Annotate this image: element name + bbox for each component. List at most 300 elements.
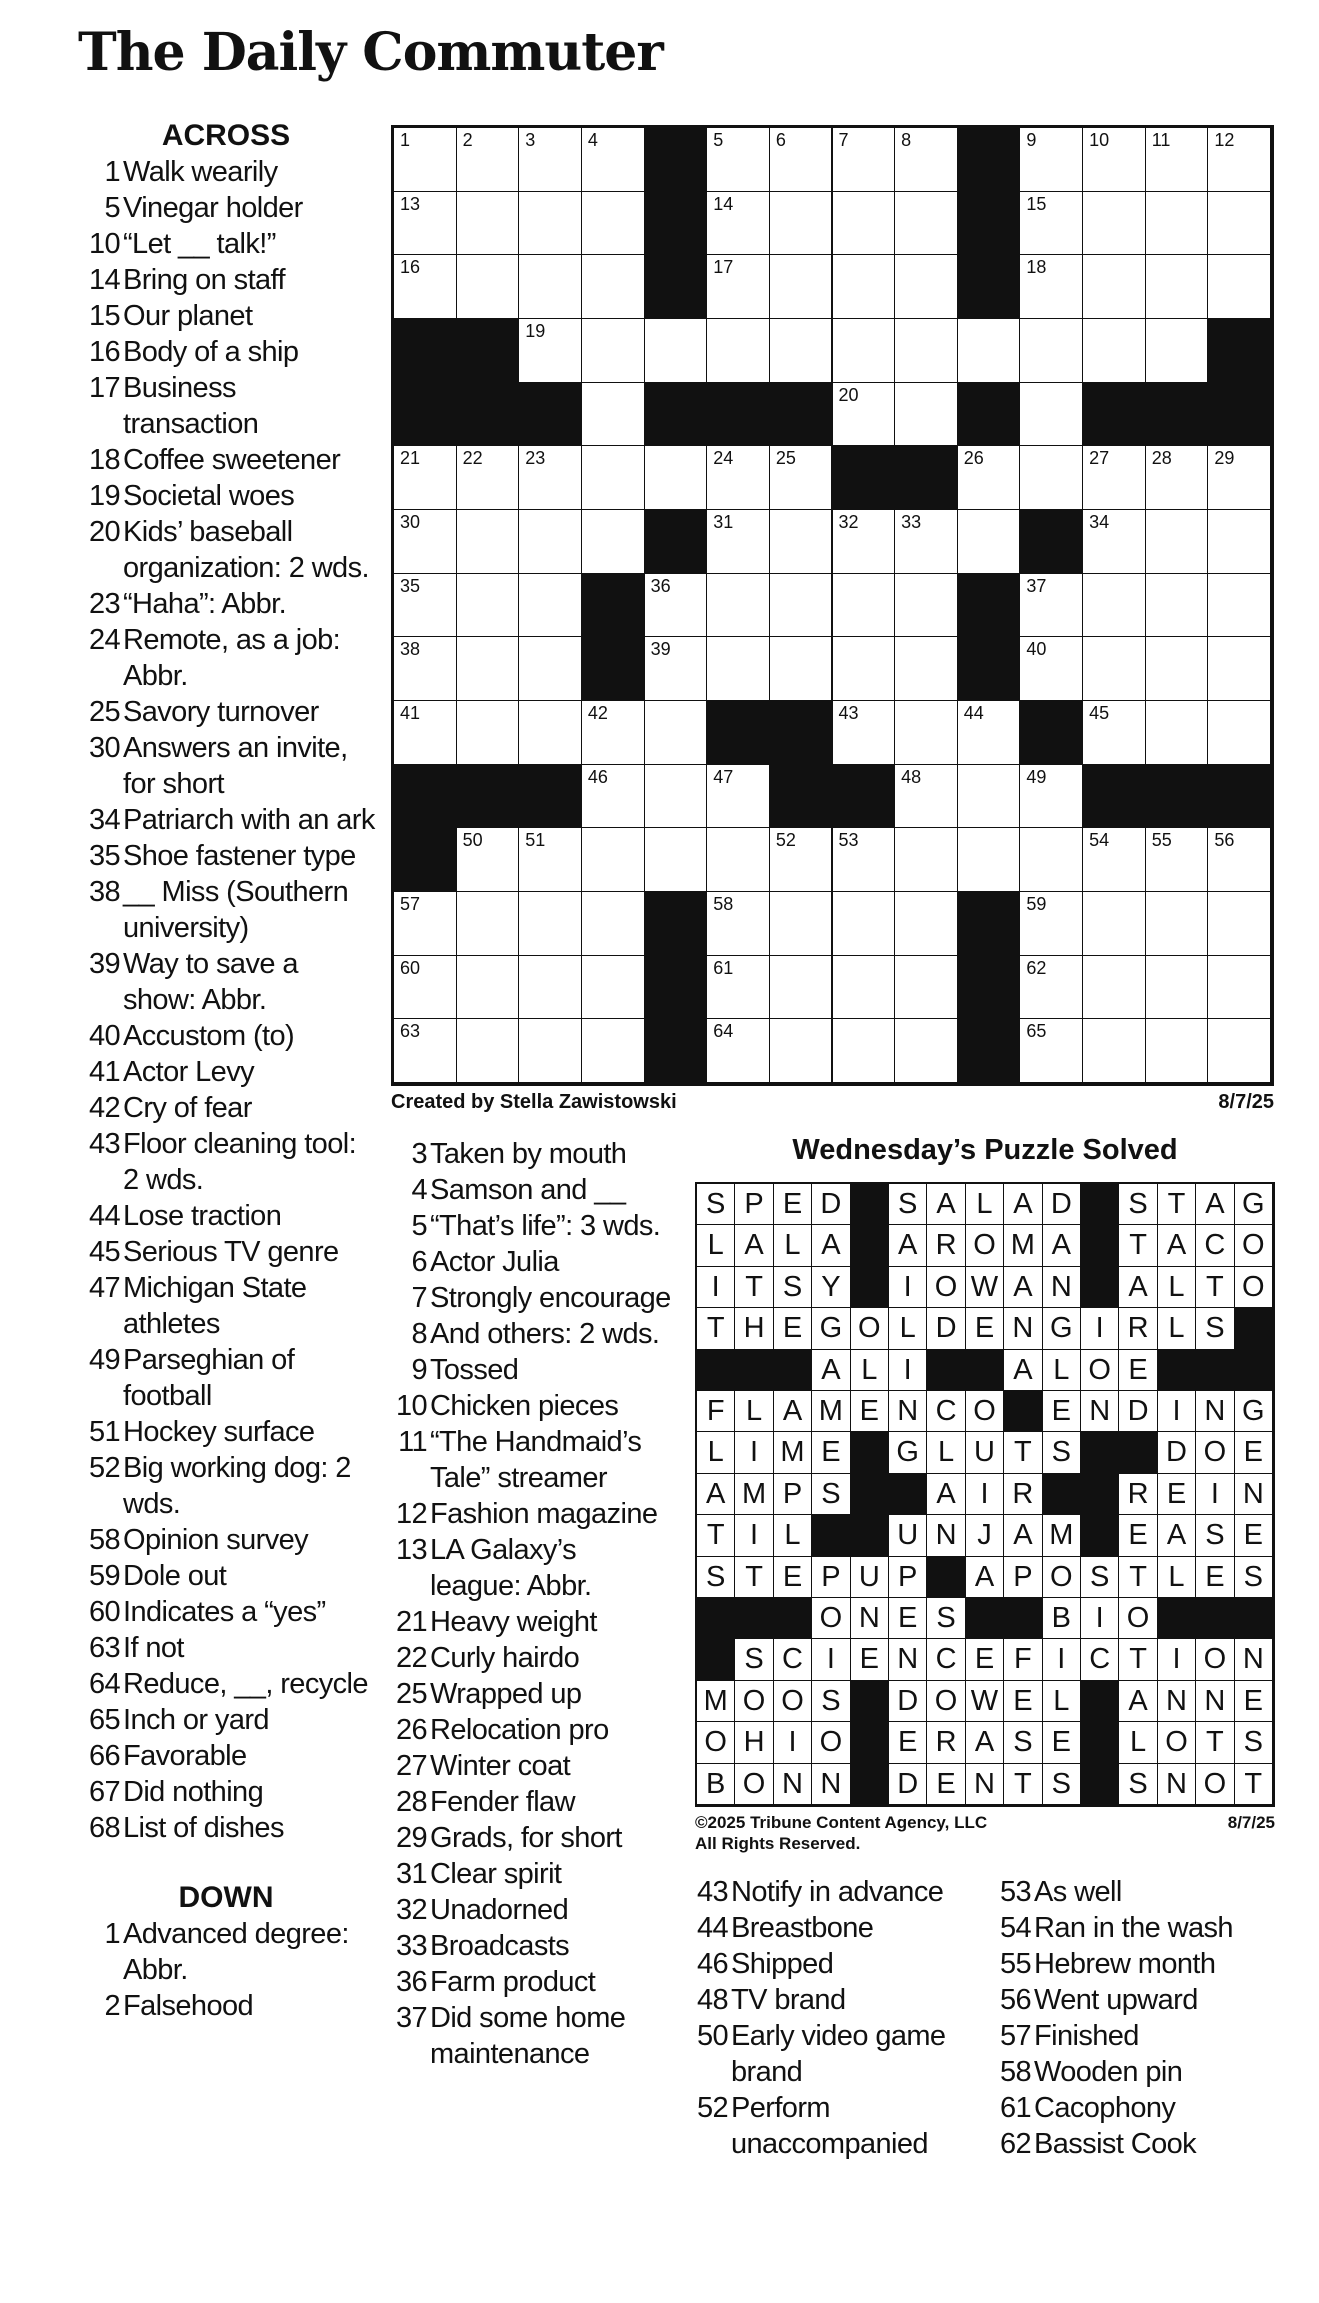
grid-cell[interactable]	[707, 765, 770, 829]
grid-cell[interactable]	[1083, 510, 1146, 574]
solution-black-square	[1235, 1598, 1273, 1639]
solution-black-square	[851, 1515, 889, 1556]
cell-number: 4	[587, 130, 598, 150]
black-square	[770, 383, 833, 447]
solution-black-square	[735, 1350, 773, 1391]
black-square	[958, 637, 1021, 701]
grid-cell[interactable]	[707, 192, 770, 256]
grid-cell[interactable]	[1083, 637, 1146, 701]
grid-cell[interactable]	[582, 892, 645, 956]
across-heading: ACROSS	[161, 119, 291, 152]
clue-number: 32	[395, 1894, 427, 1926]
grid-cell[interactable]	[1083, 1019, 1146, 1083]
grid-cell[interactable]	[1146, 446, 1209, 510]
solution-cell: E	[1235, 1515, 1273, 1556]
grid-cell[interactable]	[1083, 828, 1146, 892]
grid-cell[interactable]	[519, 446, 582, 510]
solution-cell: I	[889, 1350, 927, 1391]
solution-cell: T	[1158, 1184, 1196, 1225]
solution-black-square	[735, 1598, 773, 1639]
grid-cell[interactable]	[707, 128, 770, 192]
grid-cell[interactable]	[645, 765, 708, 829]
grid-cell[interactable]	[770, 574, 833, 638]
clue-item	[383, 1784, 673, 1820]
grid-cell[interactable]	[1208, 446, 1271, 510]
solution-black-square	[697, 1598, 735, 1639]
grid-cell[interactable]	[394, 892, 457, 956]
solution-cell: O	[1196, 1432, 1234, 1473]
clue-number: 58	[88, 1524, 120, 1556]
grid-cell[interactable]	[645, 701, 708, 765]
grid-cell[interactable]	[1020, 1019, 1083, 1083]
grid-cell[interactable]	[1020, 383, 1083, 447]
black-square	[645, 192, 708, 256]
grid-cell[interactable]	[1146, 128, 1209, 192]
cell-number: 8	[901, 130, 912, 150]
grid-cell[interactable]	[1020, 319, 1083, 383]
grid-cell[interactable]	[895, 319, 958, 383]
solution-cell: W	[966, 1267, 1004, 1308]
grid-cell[interactable]	[457, 446, 520, 510]
grid-cell[interactable]	[1146, 956, 1209, 1020]
clue-item	[76, 1090, 376, 1126]
grid-cell[interactable]	[1020, 446, 1083, 510]
solution-cell: I	[1081, 1308, 1119, 1349]
grid-cell[interactable]	[1208, 828, 1271, 892]
clue-item	[987, 1874, 1277, 1910]
clue-item	[383, 1136, 673, 1172]
grid-cell[interactable]	[1083, 446, 1146, 510]
clue-item	[684, 2018, 984, 2090]
grid-cell[interactable]	[394, 574, 457, 638]
clue-number: 39	[88, 948, 120, 980]
grid-cell[interactable]	[1208, 637, 1271, 701]
cell-number: 12	[1214, 130, 1235, 150]
grid-cell[interactable]	[519, 956, 582, 1020]
grid-cell[interactable]	[895, 128, 958, 192]
clue-text: Fender flaw	[430, 1786, 575, 1818]
grid-cell[interactable]	[833, 128, 896, 192]
grid-cell[interactable]	[645, 828, 708, 892]
grid-cell[interactable]	[457, 510, 520, 574]
clue-text: Ran in the wash	[1034, 1912, 1233, 1944]
grid-cell[interactable]	[582, 1019, 645, 1083]
solution-cell: G	[1235, 1184, 1273, 1225]
grid-cell[interactable]	[1020, 956, 1083, 1020]
grid-cell[interactable]	[1146, 319, 1209, 383]
grid-cell[interactable]	[833, 637, 896, 701]
cell-number: 19	[525, 321, 546, 341]
solution-cell: N	[1043, 1267, 1081, 1308]
cell-number: 21	[400, 448, 421, 469]
grid-cell[interactable]	[833, 574, 896, 638]
grid-cell[interactable]	[582, 383, 645, 447]
grid-cell[interactable]	[770, 510, 833, 574]
solution-date: 8/7/25	[1227, 1813, 1275, 1832]
clue-number: 1	[104, 1918, 120, 1950]
grid-cell[interactable]	[895, 828, 958, 892]
solution-cell: S	[889, 1184, 927, 1225]
grid-cell[interactable]	[457, 828, 520, 892]
grid-cell[interactable]	[582, 255, 645, 319]
grid-cell[interactable]	[1146, 828, 1209, 892]
grid-cell[interactable]	[1208, 574, 1271, 638]
grid-cell[interactable]	[1208, 128, 1271, 192]
solution-cell: E	[889, 1598, 927, 1639]
solution-grid	[695, 1182, 1275, 1807]
solution-black-square	[927, 1350, 965, 1391]
grid-cell[interactable]	[1083, 128, 1146, 192]
grid-cell[interactable]	[770, 1019, 833, 1083]
black-square	[958, 192, 1021, 256]
grid-cell[interactable]	[770, 255, 833, 319]
grid-cell[interactable]	[582, 956, 645, 1020]
grid-cell[interactable]	[895, 574, 958, 638]
grid-cell[interactable]	[770, 128, 833, 192]
cell-number: 30	[400, 512, 421, 532]
grid-cell[interactable]	[1146, 255, 1209, 319]
grid-cell[interactable]	[895, 383, 958, 447]
solution-cell: R	[1119, 1474, 1157, 1515]
grid-cell[interactable]	[1146, 192, 1209, 256]
grid-cell[interactable]	[833, 319, 896, 383]
grid-cell[interactable]	[645, 637, 708, 701]
grid-cell[interactable]	[833, 192, 896, 256]
grid-cell[interactable]	[833, 892, 896, 956]
solution-cell: M	[735, 1474, 773, 1515]
solution-cell: R	[927, 1225, 965, 1266]
solution-cell: U	[889, 1515, 927, 1556]
solution-cell: O	[812, 1598, 850, 1639]
grid-cell[interactable]	[582, 319, 645, 383]
grid-cell[interactable]	[1083, 956, 1146, 1020]
grid-cell[interactable]	[1020, 192, 1083, 256]
solution-cell: T	[697, 1515, 735, 1556]
grid-cell[interactable]	[457, 701, 520, 765]
grid-cell[interactable]	[1020, 765, 1083, 829]
clue-item	[76, 1702, 376, 1738]
grid-cell[interactable]	[457, 255, 520, 319]
grid-cell[interactable]	[1208, 892, 1271, 956]
solution-cell: E	[889, 1722, 927, 1763]
clue-number: 5	[104, 192, 120, 224]
grid-cell[interactable]	[770, 192, 833, 256]
grid-cell[interactable]	[582, 510, 645, 574]
solution-cell: L	[851, 1350, 889, 1391]
grid-cell[interactable]	[582, 446, 645, 510]
grid-cell[interactable]	[457, 192, 520, 256]
clue-text: Hebrew month	[1034, 1948, 1216, 1980]
grid-cell[interactable]	[519, 255, 582, 319]
grid-cell[interactable]	[1208, 510, 1271, 574]
black-square	[958, 383, 1021, 447]
grid-cell[interactable]	[833, 255, 896, 319]
solution-cell: E	[1235, 1432, 1273, 1473]
grid-cell[interactable]	[394, 128, 457, 192]
grid-cell[interactable]	[519, 892, 582, 956]
grid-cell[interactable]	[1146, 701, 1209, 765]
author-credit: Created by Stella Zawistowski	[391, 1091, 677, 1113]
grid-cell[interactable]	[582, 128, 645, 192]
grid-cell[interactable]	[833, 956, 896, 1020]
grid-cell[interactable]	[1083, 892, 1146, 956]
solution-black-square	[851, 1722, 889, 1763]
grid-cell[interactable]	[895, 892, 958, 956]
grid-cell[interactable]	[1020, 128, 1083, 192]
grid-cell[interactable]	[457, 892, 520, 956]
grid-cell[interactable]	[1083, 255, 1146, 319]
grid-cell[interactable]	[519, 192, 582, 256]
clue-item	[987, 1910, 1277, 1946]
black-square	[645, 892, 708, 956]
grid-cell[interactable]	[770, 319, 833, 383]
grid-cell[interactable]	[1083, 192, 1146, 256]
solution-cell: E	[1119, 1350, 1157, 1391]
clue-text: Heavy weight	[430, 1606, 597, 1638]
grid-cell[interactable]	[519, 510, 582, 574]
clue-number: 54	[999, 1912, 1031, 1944]
solution-cell: I	[1081, 1598, 1119, 1639]
grid-cell[interactable]	[1208, 1019, 1271, 1083]
grid-cell[interactable]	[770, 892, 833, 956]
black-square	[958, 574, 1021, 638]
clue-item	[987, 2054, 1277, 2090]
solution-black-square	[1235, 1350, 1273, 1391]
grid-cell[interactable]	[519, 574, 582, 638]
clue-number: 25	[88, 696, 120, 728]
grid-cell[interactable]	[707, 637, 770, 701]
grid-cell[interactable]	[707, 956, 770, 1020]
cell-number: 54	[1089, 830, 1110, 851]
clue-text: Bassist Cook	[1034, 2128, 1197, 2160]
clue-item	[76, 946, 376, 1018]
grid-cell[interactable]	[1020, 255, 1083, 319]
grid-cell[interactable]	[833, 510, 896, 574]
black-square	[1083, 765, 1146, 829]
grid-cell[interactable]	[394, 701, 457, 765]
solution-cell: T	[735, 1557, 773, 1598]
clue-number: 19	[88, 480, 120, 512]
grid-cell[interactable]	[770, 956, 833, 1020]
grid-cell[interactable]	[895, 255, 958, 319]
grid-cell[interactable]	[1146, 574, 1209, 638]
grid-cell[interactable]	[958, 701, 1021, 765]
cell-number: 10	[1089, 130, 1110, 150]
clue-number: 65	[88, 1704, 120, 1736]
solution-cell: O	[966, 1391, 1004, 1432]
grid-cell[interactable]	[519, 828, 582, 892]
grid-cell[interactable]	[895, 192, 958, 256]
clue-number: 29	[395, 1822, 427, 1854]
grid-cell[interactable]	[958, 510, 1021, 574]
grid-cell[interactable]	[770, 446, 833, 510]
clue-text: Early video game brand	[731, 2020, 946, 2088]
grid-cell[interactable]	[519, 701, 582, 765]
grid-cell[interactable]	[519, 1019, 582, 1083]
grid-cell[interactable]	[1020, 574, 1083, 638]
black-square	[645, 383, 708, 447]
solution-black-square	[697, 1350, 735, 1391]
solution-cell: P	[1004, 1557, 1042, 1598]
grid-cell[interactable]	[833, 1019, 896, 1083]
clue-number: 62	[999, 2128, 1031, 2160]
grid-cell[interactable]	[707, 828, 770, 892]
solution-black-square	[851, 1267, 889, 1308]
grid-cell[interactable]	[394, 956, 457, 1020]
solution-black-square	[851, 1225, 889, 1266]
grid-cell[interactable]	[394, 510, 457, 574]
clue-text: LA Galaxy’s league: Abbr.	[430, 1534, 592, 1602]
clue-item	[383, 1352, 673, 1388]
grid-cell[interactable]	[1146, 1019, 1209, 1083]
grid-cell[interactable]	[645, 574, 708, 638]
grid-cell[interactable]	[958, 765, 1021, 829]
grid-cell[interactable]	[394, 637, 457, 701]
grid-cell[interactable]	[1083, 319, 1146, 383]
copyright-block	[695, 1812, 1275, 1854]
grid-cell[interactable]	[1208, 255, 1271, 319]
solution-cell: E	[774, 1557, 812, 1598]
grid-cell[interactable]	[1146, 892, 1209, 956]
solution-cell: E	[966, 1308, 1004, 1349]
solution-cell: C	[927, 1391, 965, 1432]
grid-cell[interactable]	[394, 446, 457, 510]
grid-cell[interactable]	[833, 383, 896, 447]
clue-number: 35	[88, 840, 120, 872]
grid-cell[interactable]	[457, 1019, 520, 1083]
clue-text: Remote, as a job: Abbr.	[123, 624, 341, 692]
solution-cell: E	[851, 1639, 889, 1680]
cell-number: 40	[1026, 639, 1047, 660]
solution-cell: A	[1196, 1184, 1234, 1225]
grid-cell[interactable]	[707, 319, 770, 383]
grid-cell[interactable]	[1146, 637, 1209, 701]
grid-cell[interactable]	[457, 956, 520, 1020]
black-square	[1020, 510, 1083, 574]
grid-cell[interactable]	[895, 510, 958, 574]
grid-cell[interactable]	[645, 446, 708, 510]
solution-cell: A	[1158, 1225, 1196, 1266]
black-square	[958, 892, 1021, 956]
grid-cell[interactable]	[833, 701, 896, 765]
grid-cell[interactable]	[1020, 828, 1083, 892]
grid-cell[interactable]	[519, 637, 582, 701]
grid-cell[interactable]	[707, 1019, 770, 1083]
grid-cell[interactable]	[519, 319, 582, 383]
clue-text: Lose traction	[123, 1200, 282, 1232]
grid-cell[interactable]	[394, 255, 457, 319]
clue-text: List of dishes	[123, 1812, 284, 1844]
grid-cell[interactable]	[457, 128, 520, 192]
black-square	[394, 828, 457, 892]
grid-cell[interactable]	[1146, 510, 1209, 574]
grid-cell[interactable]	[582, 828, 645, 892]
grid-cell[interactable]	[895, 637, 958, 701]
solution-cell: N	[774, 1764, 812, 1805]
grid-cell[interactable]	[394, 192, 457, 256]
clue-number: 12	[395, 1498, 427, 1530]
clue-item	[76, 1738, 376, 1774]
clue-item	[76, 1450, 376, 1522]
grid-cell[interactable]	[1083, 574, 1146, 638]
grid-cell[interactable]	[770, 637, 833, 701]
clue-text: Indicates a “yes”	[123, 1596, 326, 1628]
clue-text: Opinion survey	[123, 1524, 309, 1556]
grid-cell[interactable]	[958, 828, 1021, 892]
solution-cell: A	[966, 1722, 1004, 1763]
grid-cell[interactable]	[1020, 637, 1083, 701]
clue-text: Breastbone	[731, 1912, 874, 1944]
black-square	[457, 383, 520, 447]
grid-cell[interactable]	[582, 701, 645, 765]
down-clue-column-3	[684, 1874, 984, 2162]
solution-cell: C	[1081, 1639, 1119, 1680]
grid-cell[interactable]	[707, 510, 770, 574]
grid-cell[interactable]	[707, 574, 770, 638]
clue-number: 36	[395, 1966, 427, 1998]
grid-cell[interactable]	[895, 956, 958, 1020]
clue-text: Our planet	[123, 300, 253, 332]
clue-text: Advanced degree: Abbr.	[123, 1918, 349, 1986]
grid-cell[interactable]	[519, 128, 582, 192]
grid-cell[interactable]	[770, 828, 833, 892]
grid-cell[interactable]	[1208, 192, 1271, 256]
grid-cell[interactable]	[958, 446, 1021, 510]
solution-cell: E	[774, 1184, 812, 1225]
grid-cell[interactable]	[1208, 956, 1271, 1020]
grid-cell[interactable]	[895, 701, 958, 765]
clue-text: Cacophony	[1034, 2092, 1176, 2124]
clue-number: 60	[88, 1596, 120, 1628]
grid-cell[interactable]	[707, 892, 770, 956]
solution-cell: I	[966, 1474, 1004, 1515]
grid-cell[interactable]	[895, 1019, 958, 1083]
grid-cell[interactable]	[707, 255, 770, 319]
grid-cell[interactable]	[582, 765, 645, 829]
grid-cell[interactable]	[645, 319, 708, 383]
clue-number: 63	[88, 1632, 120, 1664]
black-square	[895, 446, 958, 510]
clue-item	[987, 2126, 1277, 2162]
clue-number: 58	[999, 2056, 1031, 2088]
clue-item	[76, 586, 376, 622]
grid-cell[interactable]	[1208, 701, 1271, 765]
solution-cell: J	[966, 1515, 1004, 1556]
grid-cell[interactable]	[707, 446, 770, 510]
clue-number: 40	[88, 1020, 120, 1052]
grid-cell[interactable]	[457, 574, 520, 638]
clue-item	[383, 1856, 673, 1892]
grid-cell[interactable]	[958, 319, 1021, 383]
solution-cell: N	[1235, 1639, 1273, 1680]
clue-text: Did some home maintenance	[430, 2002, 626, 2070]
solution-cell: S	[1043, 1764, 1081, 1805]
grid-cell[interactable]	[833, 828, 896, 892]
grid-cell[interactable]	[457, 637, 520, 701]
solution-cell: O	[1081, 1350, 1119, 1391]
grid-cell[interactable]	[582, 192, 645, 256]
clue-item	[76, 1270, 376, 1342]
solution-black-square	[1158, 1598, 1196, 1639]
cell-number: 56	[1214, 830, 1235, 851]
grid-cell[interactable]	[895, 765, 958, 829]
solution-cell: S	[1043, 1432, 1081, 1473]
grid-cell[interactable]	[1020, 892, 1083, 956]
grid-cell[interactable]	[1083, 701, 1146, 765]
grid-cell[interactable]	[394, 1019, 457, 1083]
clue-text: Parseghian of football	[123, 1344, 295, 1412]
cell-number: 60	[400, 957, 421, 978]
